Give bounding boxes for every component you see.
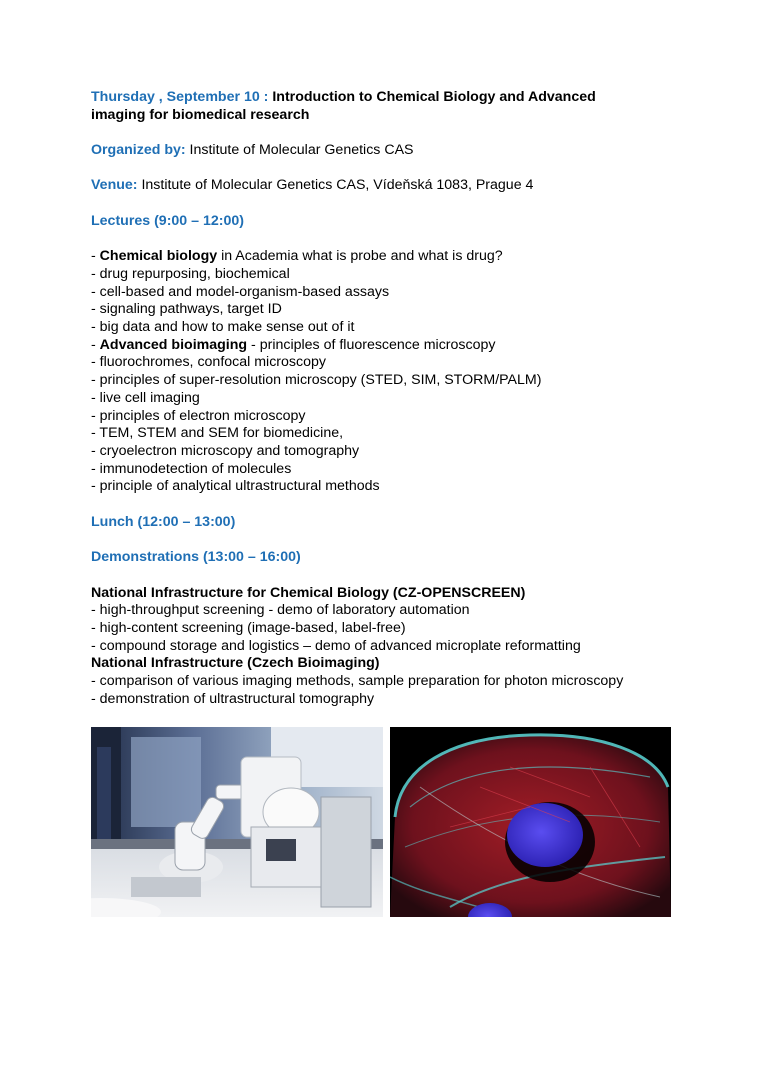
list-item [91, 248, 691, 266]
organized-by-value: Institute of Molecular Genetics CAS [185, 142, 414, 159]
list-item: - compound storage and logistics – demo of advanced microplate reformatting [91, 637, 581, 654]
demonstrations-list [91, 585, 691, 709]
list-item: - principle of analytical ultrastructural methods [91, 478, 380, 495]
list-item: - fluorochromes, confocal microscopy [91, 354, 326, 371]
openscreen-title: National Infrastructure for Chemical Biology (CZ-OPENSCREEN) [91, 584, 526, 601]
list-item [91, 337, 691, 355]
venue-label: Venue: [91, 177, 138, 194]
list-item: - comparison of various imaging methods, sample preparation for photon microscopy [91, 673, 624, 690]
lectures-list [91, 248, 691, 496]
list-item: - TEM, STEM and SEM for biomedicine, [91, 425, 344, 442]
document-body [91, 89, 691, 709]
advanced-bioimaging-label: Advanced bioimaging [99, 336, 248, 353]
list-item: - high-throughput screening - demo of laboratory automation [91, 602, 470, 619]
venue [91, 177, 691, 195]
organized-by-label: Organized by: [91, 142, 186, 159]
list-item: - demonstration of ultrastructural tomography [91, 690, 375, 707]
event-day: Thursday , September 10 : [91, 89, 269, 105]
venue-value: Institute of Molecular Genetics CAS, Vídeňská 1083, Prague 4 [137, 177, 534, 194]
list-item-text: - principles of fluorescence microscopy [247, 336, 496, 353]
lab-automation-illustration [91, 727, 383, 917]
fluorescence-cell-photo [390, 727, 671, 917]
list-item-prefix: - [91, 248, 100, 265]
event-title-line2: imaging for biomedical research [91, 106, 310, 123]
lab-automation-photo [91, 727, 383, 917]
list-item: - signaling pathways, target ID [91, 301, 282, 318]
chemical-biology-label: Chemical biology [99, 248, 218, 265]
organized-by [91, 142, 691, 160]
lunch-heading: Lunch (12:00 – 13:00) [91, 513, 236, 530]
list-item-text: in Academia what is probe and what is drug? [217, 248, 503, 265]
list-item: - high-content screening (image-based, label-free) [91, 619, 406, 636]
list-item: - immunodetection of molecules [91, 460, 292, 477]
demonstrations-heading: Demonstrations (13:00 – 16:00) [91, 549, 301, 566]
list-item-prefix: - [91, 336, 100, 353]
list-item: - principles of electron microscopy [91, 407, 306, 424]
bioimaging-title: National Infrastructure (Czech Bioimaging) [91, 655, 380, 672]
list-item: - principles of super-resolution microscopy (STED, SIM, STORM/PALM) [91, 372, 542, 389]
list-item: - drug repurposing, biochemical [91, 265, 290, 282]
event-title-line1: Introduction to Chemical Biology and Advanced [268, 89, 596, 105]
list-item: - cell-based and model-organism-based assays [91, 283, 390, 300]
list-item: - cryoelectron microscopy and tomography [91, 443, 360, 459]
lectures-heading: Lectures (9:00 – 12:00) [91, 212, 244, 229]
list-item: - live cell imaging [91, 389, 200, 406]
event-title [91, 89, 691, 124]
fluorescence-cell-illustration [390, 727, 671, 917]
list-item: - big data and how to make sense out of it [91, 319, 355, 336]
